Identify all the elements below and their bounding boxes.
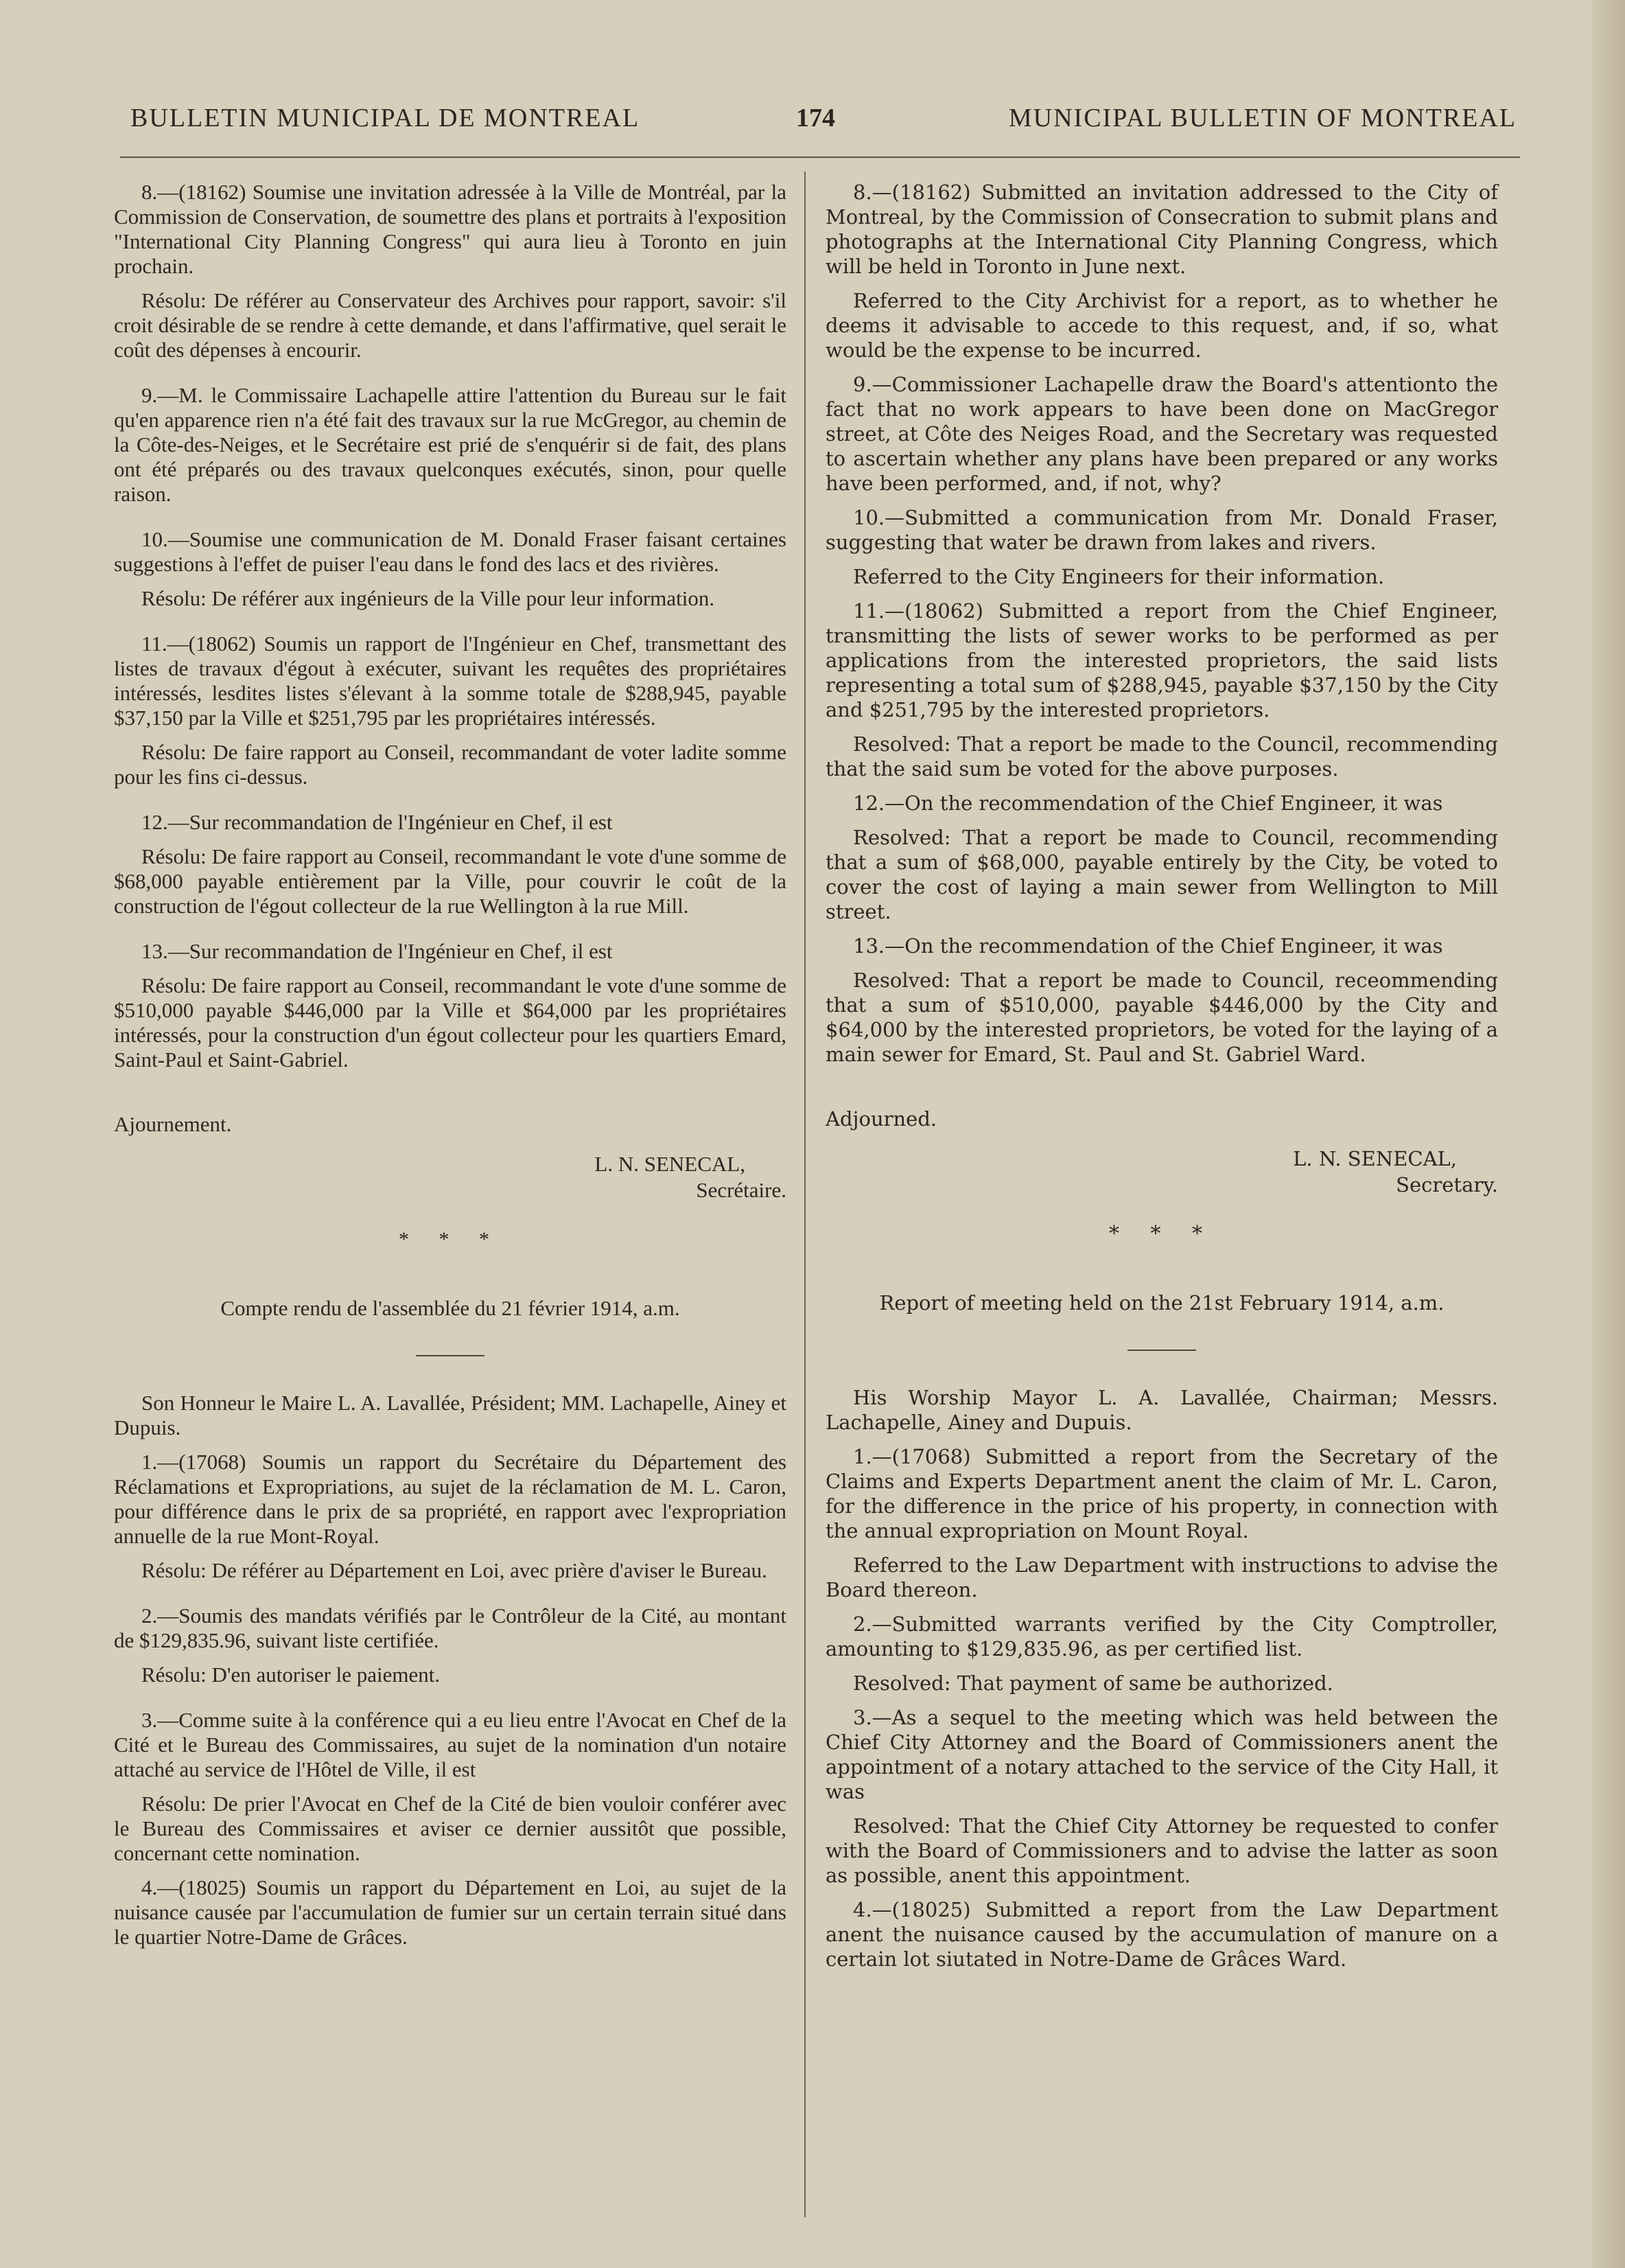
- header-left: BULLETIN MUNICIPAL DE MONTREAL: [130, 104, 640, 132]
- paragraph: Résolu: De faire rapport au Conseil, recommandant le vote d'une somme de $68,000 payable entièrement par la Ville, pour couvrir le coût de la construction de l'égout collecteur de la rue Wellington à la rue Mill.: [114, 844, 786, 918]
- paragraph: Résolu: De référer au Conservateur des Archives pour rapport, savoir: s'il croit désirable de se rendre à cette demande, et dans l'affirmative, quel serait le coût des dépenses à encourir.: [114, 288, 786, 362]
- adjourned-text: Ajournement.: [114, 1112, 232, 1136]
- section-separator: * * *: [399, 1228, 502, 1251]
- paragraph: Resolved: That a report be made to the Council, recommending that the said sum be voted for the above purposes.: [826, 732, 1498, 780]
- paragraph: 13.—On the recommendation of the Chief Engineer, it was: [853, 934, 1443, 958]
- paragraph: Résolu: De faire rapport au Conseil, recommandant le vote d'une somme de $510,000 payable $446,000 par la Ville et $64,000 par les propriétaires intéressés, pour la construction d'un égout collecteur pour les quartiers Emard, Saint-Paul et Saint-Gabriel.: [114, 973, 786, 1072]
- signature-role: Secrétaire.: [696, 1178, 786, 1202]
- paragraph: Résolu: D'en autoriser le paiement.: [141, 1663, 441, 1687]
- paragraph: 4.—(18025) Soumis un rapport du Département en Loi, au sujet de la nuisance causée par l'accumulation de fumier sur un certain terrain situé dans le quartier Notre-Dame de Grâces.: [114, 1875, 786, 1949]
- page-header: [130, 103, 1517, 144]
- paragraph: 2.—Submitted warrants verified by the City Comptroller, amounting to $129,835.96, as per certified list.: [826, 1612, 1498, 1660]
- paragraph: 4.—(18025) Submitted a report from the Law Department anent the nuisance caused by the accumulation of manure on a certain lot siutated in Notre-Dame de Grâces Ward.: [826, 1898, 1498, 1971]
- paragraph: Referred to the City Engineers for their information.: [853, 565, 1385, 588]
- paragraph: Résolu: De référer aux ingénieurs de la Ville pour leur information.: [141, 586, 715, 610]
- paragraph: Résolu: De prier l'Avocat en Chef de la Cité de bien vouloir conférer avec le Bureau des Commissaires et aviser ce dernier aussitôt que possible, concernant cette nomination.: [114, 1792, 786, 1865]
- paragraph: Referred to the City Archivist for a report, as to whether he deems it advisable to accede to this request, and, if so, what would be the expense to be incurred.: [826, 289, 1498, 362]
- paragraph: 1.—(17068) Submitted a report from the Secretary of the Claims and Experts Department anent the claim of Mr. L. Caron, for the difference in the price of his property, in connection with the annual expropriation on Mount Royal.: [826, 1445, 1498, 1542]
- page-edge: [1592, 0, 1625, 2268]
- paragraph: 11.—(18062) Submitted a report from the Chief Engineer, transmitting the lists of sewer works to be performed as per applications from the interested proprietors, the said lists representing a total sum of $288,945, payable $37,150 by the City and $251,795 by the interested proprietors.: [826, 599, 1498, 721]
- paragraph: 11.—(18062) Soumis un rapport de l'Ingénieur en Chef, transmettant des listes de travaux d'égout à exécuter, suivant les requêtes des propriétaires intéressés, lesdites listes s'élevant à la somme totale de $288,945, payable $37,150 par la Ville et $251,795 par les propriétaires intéressés.: [114, 632, 786, 730]
- paragraph: 12.—On the recommendation of the Chief Engineer, it was: [853, 791, 1443, 815]
- signature: L. N. SENECAL,: [594, 1152, 745, 1176]
- paragraph: His Worship Mayor L. A. Lavallée, Chairman; Messrs. Lachapelle, Ainey and Dupuis.: [826, 1386, 1498, 1434]
- paragraph: Resolved: That a report be made to Council, recommending that a sum of $68,000, payable entirely by the City, be voted to cover the cost of laying a main sewer from Wellington to Mill street.: [826, 826, 1498, 923]
- paragraph: 2.—Soumis des mandats vérifiés par le Contrôleur de la Cité, au montant de $129,835.96, suivant liste certifiée.: [114, 1604, 786, 1652]
- paragraph: Resolved: That payment of same be authorized.: [853, 1671, 1333, 1695]
- signature: L. N. SENECAL,: [1293, 1147, 1457, 1170]
- short-rule: [1127, 1350, 1196, 1351]
- header-rule: [120, 157, 1520, 158]
- paragraph: Resolved: That a report be made to Council, receommending that a sum of $510,000, payable $446,000 by the City and $64,000 by the interested proprietors, be voted for the laying of a main sewer for Emard, St. Paul and St. Gabriel Ward.: [826, 969, 1498, 1066]
- paragraph: Résolu: De faire rapport au Conseil, recommandant de voter ladite somme pour les fins ci-dessus.: [114, 740, 786, 789]
- french-column: [114, 180, 786, 1959]
- paragraph: Résolu: De référer au Département en Loi, avec prière d'aviser le Bureau.: [141, 1558, 767, 1582]
- english-column: [826, 180, 1498, 1981]
- page-number: 174: [796, 104, 835, 132]
- report-title: Report of meeting held on the 21st February 1914, a.m.: [879, 1291, 1445, 1315]
- paragraph: Resolved: That the Chief City Attorney be requested to confer with the Board of Commissioners and to advise the latter as soon as possible, anent this appointment.: [826, 1814, 1498, 1887]
- paragraph: 9.—Commissioner Lachapelle draw the Board's attentionto the fact that no work appears to have been done on MacGregor street, at Côte des Neiges Road, and the Secretary was requested to ascertain whether any plans have been prepared or any works have been performed, and, if not, why?: [826, 373, 1498, 495]
- paragraph: Referred to the Law Department with instructions to advise the Board thereon.: [826, 1553, 1498, 1601]
- column-divider: [804, 172, 806, 2217]
- short-rule: [416, 1355, 484, 1356]
- paragraph: 3.—As a sequel to the meeting which was held between the Chief City Attorney and the Board of Commissioners anent the appointment of a notary attached to the service of the City Hall, it was: [826, 1706, 1498, 1803]
- report-title: Compte rendu de l'assemblée du 21 février 1914, a.m.: [220, 1296, 680, 1320]
- paragraph: 13.—Sur recommandation de l'Ingénieur en Chef, il est: [141, 939, 613, 963]
- paragraph: 12.—Sur recommandation de l'Ingénieur en Chef, il est: [141, 810, 613, 834]
- section-separator: * * *: [1108, 1222, 1215, 1246]
- paragraph: 3.—Comme suite à la conférence qui a eu lieu entre l'Avocat en Chef de la Cité et le Bureau des Commissaires, au sujet de la nomination d'un notaire attaché au service de l'Hôtel de Ville, il est: [114, 1708, 786, 1781]
- header-right: MUNICIPAL BULLETIN OF MONTREAL: [1008, 104, 1517, 132]
- paragraph: 8.—(18162) Submitted an invitation addressed to the City of Montreal, by the Commission of Consecration to submit plans and photographs at the International City Planning Congress, which will be held in Toronto in June next.: [826, 181, 1498, 278]
- adjourned-text: Adjourned.: [826, 1107, 937, 1131]
- paragraph: 9.—M. le Commissaire Lachapelle attire l'attention du Bureau sur le fait qu'en apparence rien n'a été fait des travaux sur la rue McGregor, au chemin de la Côte-des-Neiges, et le Secrétaire est prié de s'enquérir si de fait, des plans ont été préparés ou des travaux quelconques exécutés, sinon, pour quelle raison.: [114, 383, 786, 506]
- paragraph: 10.—Soumise une communication de M. Donald Fraser faisant certaines suggestions à l'effet de puiser l'eau dans le fond des lacs et des rivières.: [114, 527, 786, 576]
- paragraph: 10.—Submitted a communication from Mr. Donald Fraser, suggesting that water be drawn from lakes and rivers.: [826, 506, 1498, 554]
- paragraph: 1.—(17068) Soumis un rapport du Secrétaire du Département des Réclamations et Expropriations, au sujet de la réclamation de M. L. Caron, pour différence dans le prix de sa propriété, en rapport avec l'expropriation annuelle de la rue Mont-Royal.: [114, 1450, 786, 1548]
- signature-role: Secretary.: [1396, 1173, 1498, 1196]
- paragraph: Son Honneur le Maire L. A. Lavallée, Président; MM. Lachapelle, Ainey et Dupuis.: [114, 1391, 786, 1439]
- paragraph: 8.—(18162) Soumise une invitation adressée à la Ville de Montréal, par la Commission de Conservation, de soumettre des plans et portraits à l'exposition "International City Planning Congress" qui aura lieu à Toronto en juin prochain.: [114, 180, 786, 278]
